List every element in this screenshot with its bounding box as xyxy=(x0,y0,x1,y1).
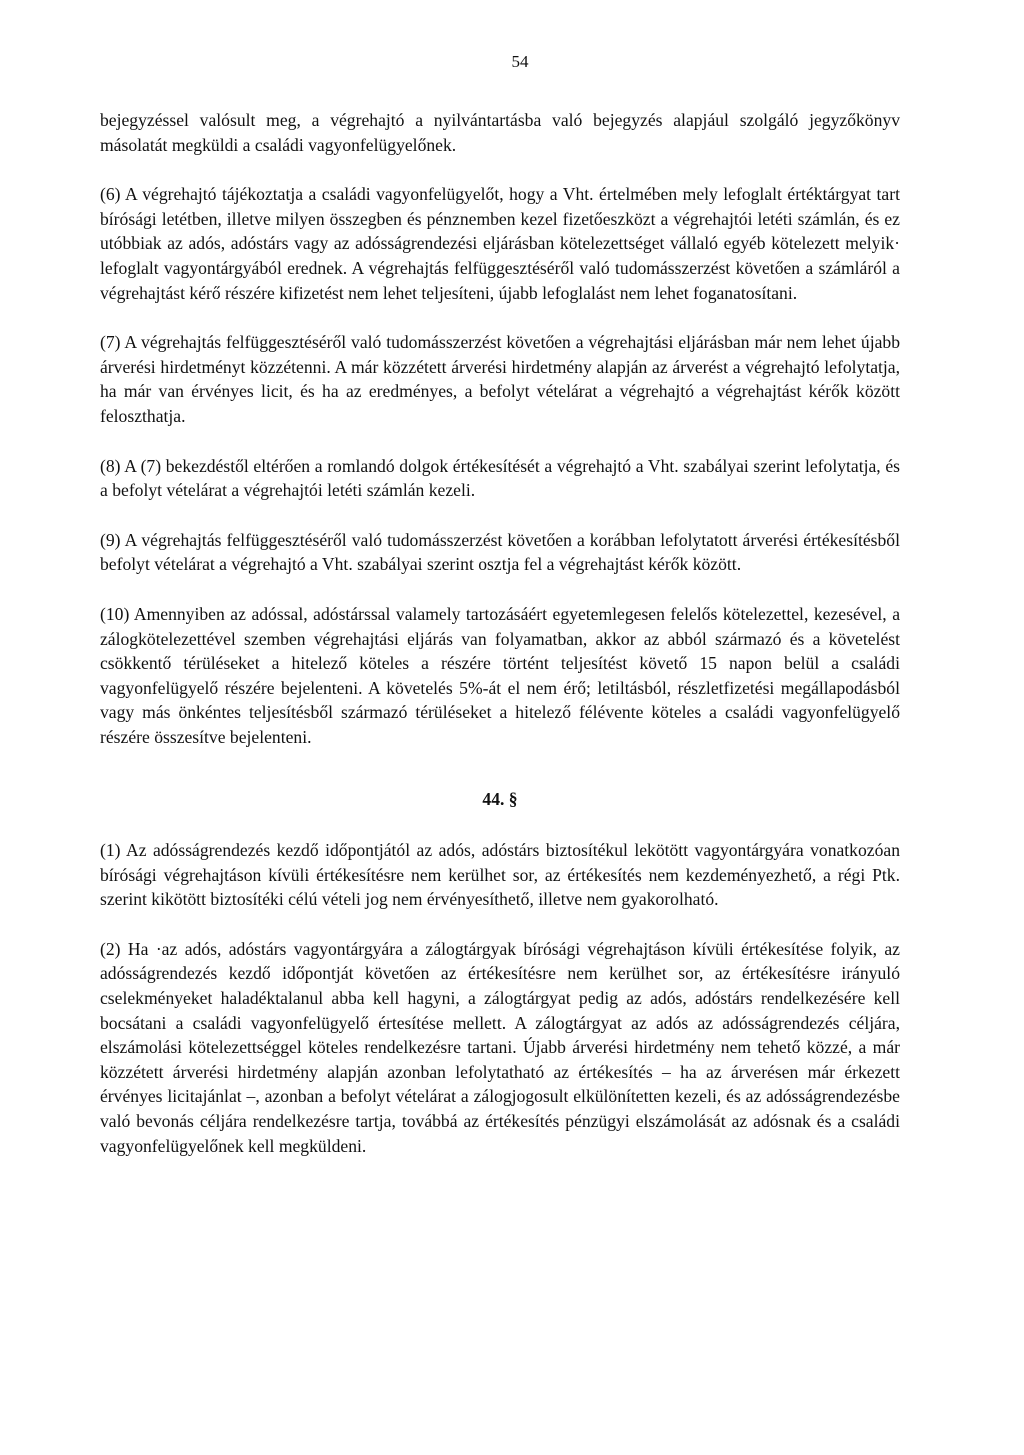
page-number: 54 xyxy=(511,52,529,71)
paragraph-continuation: bejegyzéssel valósult meg, a végrehajtó a nyilvántartásba való bejegyzés alapjául szolgáló jegyzőkönyv másolatát megküldi a családi vagyonfelügyelőnek. xyxy=(100,110,900,155)
paragraph-10: (10) Amennyiben az adóssal, adóstárssal valamely tartozásáért egyetemlegesen felelős kötelezettel, kezesével, a zálogkötelezettével szemben végrehajtási eljárás van folyamatban, akkor az abból származó és a követelést csökkentő térüléseket a hitelező köteles a részére történt teljesítést követő 15 napon belül a családi vagyonfelügyelő részére bejelenteni. A követelés 5%-át el nem érő; letiltásból, részletfizetési megállapodásból vagy más önkéntes teljesítésből származó térüléseket a hitelező félévente köteles a családi vagyonfelügyelő részére összesítve bejelenteni. xyxy=(100,603,900,747)
section-heading: 44. § xyxy=(482,789,518,810)
paragraph-7: (7) A végrehajtás felfüggesztéséről való tudomásszerzést követően a végrehajtási eljárásban már nem lehet újabb árverési hirdetményt közzétenni. A már közzétett árverési hirdetmény alapján az árverést a végrehajtó lefolytatja, ha már van érvényes licit, és ha az eredményes, a befolyt vételárat a végrehajtó a végrehajtást kérők között feloszthatja. xyxy=(100,332,900,426)
section-paragraph-1: (1) Az adósságrendezés kezdő időpontjától az adós, adóstárs biztosítékul lekötött vagyontárgyára vonatkozóan bírósági végrehajtáson kívüli értékesítésre nem kerülhet sor, az értékesítés nem kezdeményezhető, a régi Ptk. szerint kikötött biztosítéki célú vételi jog nem érvényesíthető, illetve nem gyakorolható. xyxy=(100,840,900,910)
body-text xyxy=(100,108,900,1183)
paragraph-6: (6) A végrehajtó tájékoztatja a családi vagyonfelügyelőt, hogy a Vht. értelmében mely lefoglalt értéktárgyat tart bírósági letétben, illetve milyen összegben és pénznemben kezel fizetőeszközt a végrehajtói letéti számlán, és ez utóbbiak az adós, adóstárs vagy az adósságrendezési eljárásban kötelezettséget vállaló egyéb kötelezett melyik· lefoglalt vagyontárgyából erednek. A végrehajtás felfüggesztéséről való tudomásszerzést követően a számláról a végrehajtást kérő részére kifizetést nem lehet teljesíteni, újabb lefoglalást nem lehet foganatosítani. xyxy=(100,184,900,303)
paragraph-8: (8) A (7) bekezdéstől eltérően a romlandó dolgok értékesítését a végrehajtó a Vht. szabályai szerint lefolytatja, és a befolyt vételárat a végrehajtói letéti számlán kezeli. xyxy=(100,455,900,501)
section-paragraph-2: (2) Ha ·az adós, adóstárs vagyontárgyára a zálogtárgyak bírósági végrehajtáson kívüli értékesítése folyik, az adósságrendezés kezdő időpontját követően az értékesítésre nem kerülhet sor, az értékesítésre irányuló cselekményeket haladéktalanul abba kell hagyni, a zálogtárgyat pedig az adós, adóstárs rendelkezésére kell bocsátani a családi vagyonfelügyelő értesítése mellett. A zálogtárgyat az adós az adósságrendezés céljára, elszámolási kötelezettséggel köteles rendelkezésre tartani. Újabb árverési hirdetmény nem tehető közzé, a már közzétett árverési hirdetmény alapján azonban lefolytatható az értékesítés – ha az árverésen már érkezett érvényes licitajánlat –, azonban a befolyt vételárat a zálogjogosult elkülönítetten kezeli, és az adósságrendezésbe való bevonás céljára rendelkezésre tartja, továbbá az értékesítés pénzügyi elszámolását az adósnak és a családi vagyonfelügyelőnek kell megküldeni. xyxy=(100,938,900,1156)
paragraph-9: (9) A végrehajtás felfüggesztéséről való tudomásszerzést követően a korábban lefolytatott árverési értékesítésből befolyt vételárat a végrehajtó a Vht. szabályai szerint osztja fel a végrehajtást kérők között. xyxy=(100,529,900,575)
